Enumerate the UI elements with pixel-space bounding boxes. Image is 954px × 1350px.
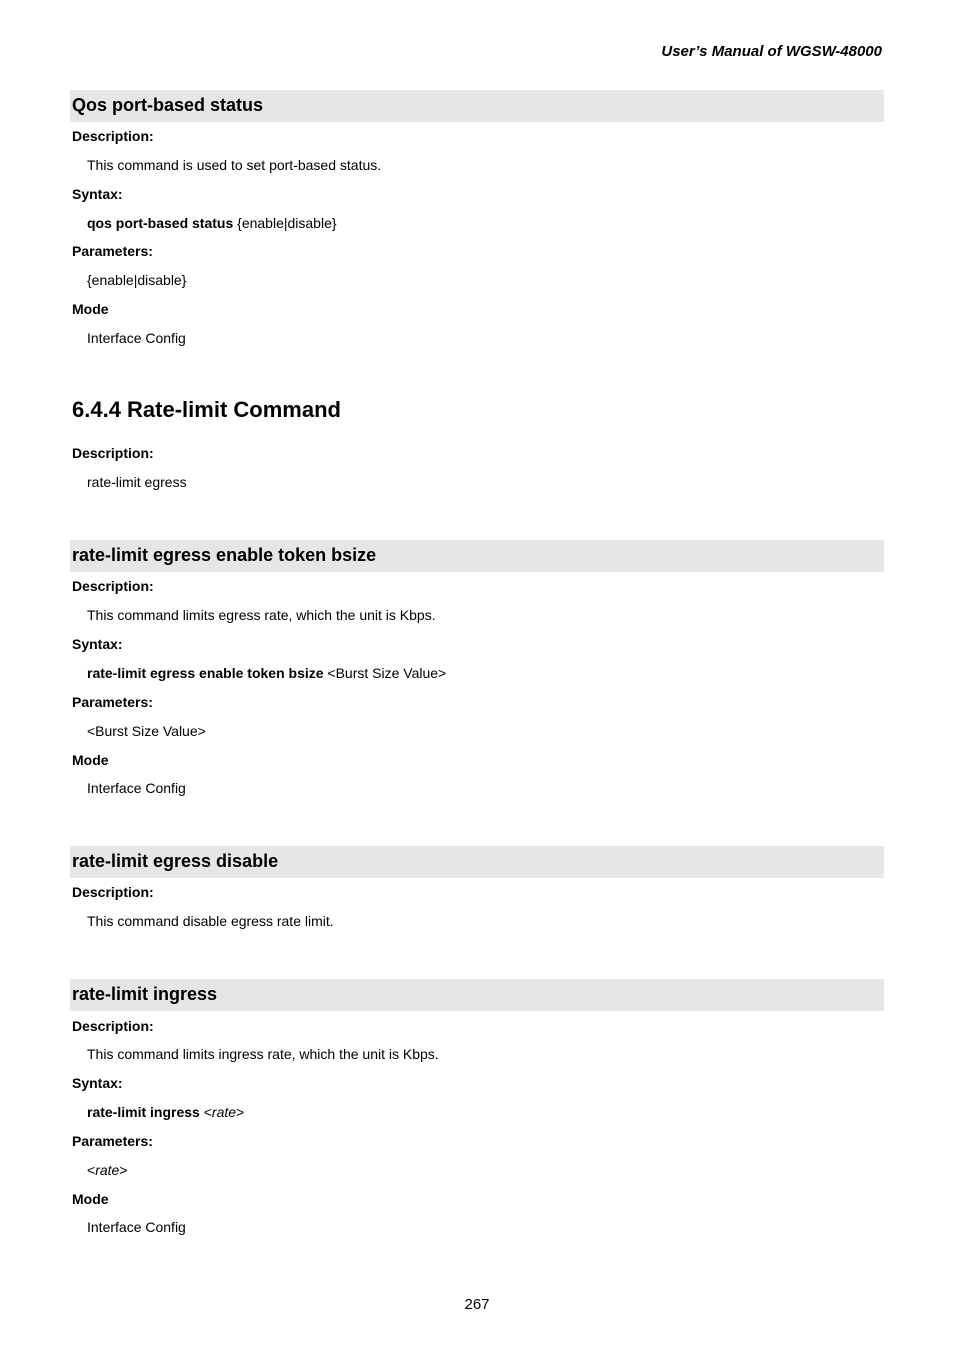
parameters-argument: rate bbox=[95, 1162, 120, 1178]
chapter-heading: 6.4.4 Rate-limit Command bbox=[72, 397, 341, 422]
mode-label: Mode bbox=[72, 752, 109, 768]
parameters-close: > bbox=[119, 1162, 128, 1178]
description-label: Description: bbox=[72, 1018, 154, 1034]
syntax-label: Syntax: bbox=[72, 186, 123, 202]
description-text: This command disable egress rate limit. bbox=[87, 913, 334, 929]
description-text: rate-limit egress bbox=[87, 474, 187, 490]
mode-label: Mode bbox=[72, 301, 109, 317]
page-number: 267 bbox=[464, 1296, 490, 1313]
parameters-text bbox=[87, 1162, 128, 1178]
section-header-egress-token bbox=[70, 540, 884, 572]
description-label: Description: bbox=[72, 445, 154, 461]
parameters-text: {enable|disable} bbox=[87, 272, 187, 288]
section-header-egress-disable bbox=[70, 846, 884, 878]
description-label: Description: bbox=[72, 884, 154, 900]
syntax-command: qos port-based status bbox=[87, 215, 234, 231]
syntax-text bbox=[87, 215, 337, 231]
syntax-close: > bbox=[236, 1104, 245, 1120]
syntax-command: rate-limit ingress bbox=[87, 1104, 200, 1120]
description-text: This command is used to set port-based status. bbox=[87, 157, 382, 173]
syntax-argument: rate bbox=[211, 1104, 237, 1120]
syntax-text bbox=[87, 665, 446, 681]
section-header-ingress bbox=[70, 979, 884, 1011]
description-label: Description: bbox=[72, 578, 154, 594]
parameters-text: <Burst Size Value> bbox=[87, 723, 206, 739]
mode-label: Mode bbox=[72, 1191, 109, 1207]
section-header-qos bbox=[70, 90, 884, 122]
mode-text: Interface Config bbox=[87, 780, 186, 796]
description-label: Description: bbox=[72, 128, 154, 144]
section-title: rate-limit egress enable token bsize bbox=[72, 545, 377, 565]
parameters-open: < bbox=[87, 1162, 96, 1178]
syntax-text bbox=[87, 1104, 244, 1120]
section-title: Qos port-based status bbox=[72, 95, 264, 115]
section-title: rate-limit ingress bbox=[72, 984, 218, 1004]
parameters-label: Parameters: bbox=[72, 243, 153, 259]
syntax-open: < bbox=[199, 1104, 212, 1120]
section-title: rate-limit egress disable bbox=[72, 851, 279, 871]
manual-header: User’s Manual of WGSW-48000 bbox=[661, 43, 882, 60]
syntax-label: Syntax: bbox=[72, 636, 123, 652]
mode-text: Interface Config bbox=[87, 330, 186, 346]
syntax-argument: <Burst Size Value> bbox=[323, 665, 447, 681]
syntax-argument: {enable|disable} bbox=[233, 215, 337, 231]
description-text: This command limits ingress rate, which the unit is Kbps. bbox=[87, 1046, 439, 1062]
mode-text: Interface Config bbox=[87, 1219, 186, 1235]
description-text: This command limits egress rate, which the unit is Kbps. bbox=[87, 607, 436, 623]
syntax-label: Syntax: bbox=[72, 1075, 123, 1091]
syntax-command: rate-limit egress enable token bsize bbox=[87, 665, 324, 681]
parameters-label: Parameters: bbox=[72, 694, 153, 710]
parameters-label: Parameters: bbox=[72, 1133, 153, 1149]
